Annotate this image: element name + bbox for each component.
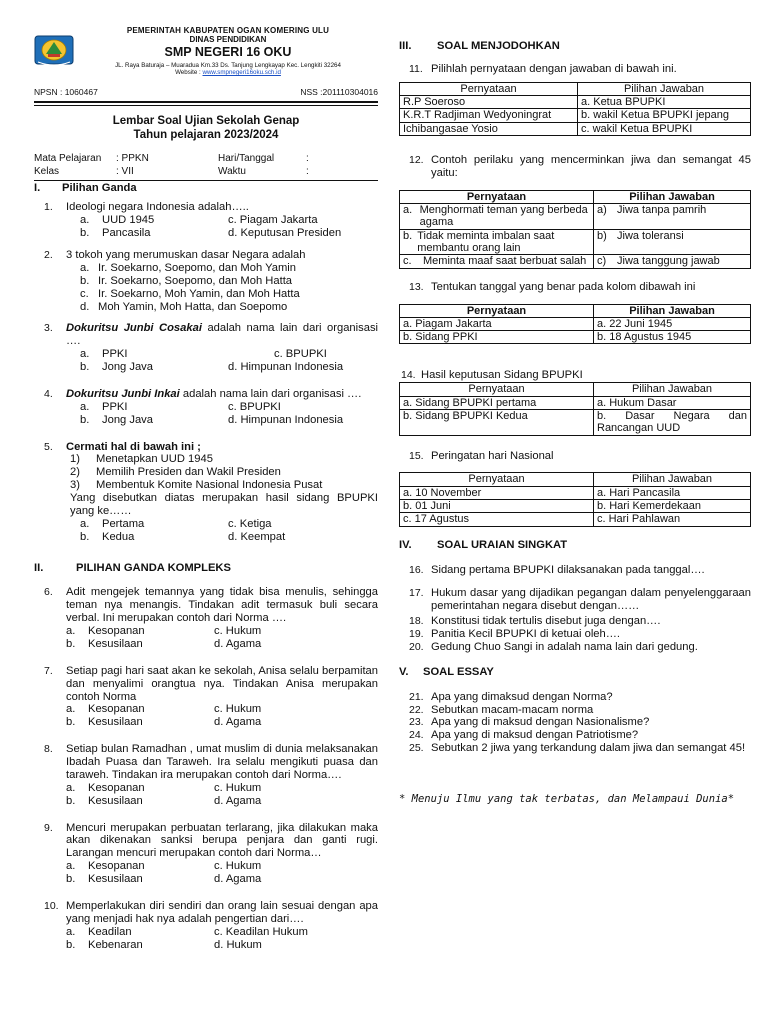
letterhead-text bbox=[82, 26, 374, 76]
option-b[interactable]: b. Kesusilaan bbox=[66, 716, 143, 729]
section-title: Pilihan Ganda bbox=[62, 181, 137, 194]
option-a[interactable]: a. PPKI bbox=[80, 348, 128, 361]
option-a[interactable]: a. Kesopanan bbox=[66, 625, 145, 638]
question-13 bbox=[399, 281, 751, 294]
table-row: b. Sidang BPUPKI Kedua b. Dasar Negara dan Rancangan UUD bbox=[400, 409, 751, 435]
question-18 bbox=[399, 615, 751, 628]
question-number: 13. bbox=[409, 280, 424, 293]
exam-title-line1: Lembar Soal Ujian Sekolah Genap bbox=[112, 114, 300, 127]
option-b[interactable]: b. Pancasila bbox=[80, 227, 151, 240]
question-10 bbox=[34, 900, 378, 952]
question-text: Dokuritsu Junbi Cosakai adalah nama lain dari organisasi …. bbox=[66, 322, 379, 348]
government-name: PEMERINTAH KABUPATEN OGAN KOMERING ULU bbox=[126, 26, 330, 35]
question-6 bbox=[34, 586, 378, 650]
table-row: c. 17 Agustus c. Hari Pahlawan bbox=[400, 513, 751, 526]
section-number: IV. bbox=[399, 538, 412, 551]
table-header: Pernyataan bbox=[400, 473, 594, 486]
section-1-heading bbox=[34, 182, 378, 195]
question-8 bbox=[34, 743, 378, 807]
option-b[interactable]: b. Ir. Soekarno, Soepomo, dan Moh Hatta bbox=[80, 274, 293, 287]
question-text: Apa yang dimaksud dengan Norma? bbox=[431, 690, 613, 703]
question-number: 1. bbox=[44, 201, 53, 214]
question-number: 8. bbox=[44, 743, 53, 756]
school-address: JL. Raya Baturaja – Muaradua Km.33 Ds. Tanjung Lengkayap Kec. Lengkiti 32264 bbox=[115, 61, 341, 69]
section-4-heading bbox=[399, 539, 751, 552]
table-row: b. Tidak meminta imbalan saat membantu orang lain b) Jiwa toleransi bbox=[400, 229, 751, 255]
option-b[interactable]: b. Kedua bbox=[80, 530, 135, 543]
option-a[interactable]: a. Ir. Soekarno, Soepomo, dan Moh Yamin bbox=[80, 261, 296, 274]
option-c[interactable]: c. Hukum bbox=[214, 860, 262, 873]
table-row: R.P Soeroso a. Ketua BPUPKI bbox=[400, 96, 751, 109]
option-d[interactable]: d. Agama bbox=[214, 794, 262, 807]
question-17 bbox=[399, 587, 751, 613]
question-11 bbox=[399, 63, 751, 76]
question-text: Tentukan tanggal yang benar pada kolom dibawah ini bbox=[431, 280, 696, 293]
question-5 bbox=[34, 441, 378, 544]
option-a[interactable]: a. Pertama bbox=[80, 517, 145, 530]
question-number: 19. bbox=[409, 628, 424, 641]
matching-table-13 bbox=[399, 304, 751, 345]
option-a[interactable]: a. Keadilan bbox=[66, 925, 132, 938]
table-header: Pilihan Jawaban bbox=[594, 473, 751, 486]
table-header: Pernyataan bbox=[400, 383, 594, 396]
date-value: : bbox=[306, 152, 309, 164]
school-website-line bbox=[82, 69, 374, 76]
class-value: : VII bbox=[116, 165, 134, 177]
website-label: Website : bbox=[175, 68, 201, 76]
option-b[interactable]: b. Jong Java bbox=[80, 361, 153, 374]
question-24 bbox=[399, 729, 751, 742]
school-name: SMP NEGERI 16 OKU bbox=[164, 45, 292, 60]
right-column bbox=[399, 26, 751, 805]
question-number: 15. bbox=[409, 449, 424, 462]
question-text: Mencuri merupakan perbuatan terlarang, jika dilakukan maka akan dikenakan sanksi berupa penjara dan ganti rugi. Larangan mencuri merupakan contoh dari Norma… bbox=[66, 821, 378, 860]
option-b[interactable]: b. Jong Java bbox=[80, 413, 153, 426]
matching-table-12 bbox=[399, 190, 751, 269]
option-d[interactable]: d. Himpunan Indonesia bbox=[228, 361, 344, 374]
question-text: Apa yang di maksud dengan Patriotisme? bbox=[431, 729, 639, 742]
question-22 bbox=[399, 704, 751, 717]
table-row: a. Piagam Jakarta a. 22 Juni 1945 bbox=[400, 317, 751, 330]
question-7 bbox=[34, 665, 378, 729]
question-3 bbox=[34, 322, 378, 374]
question-text: Apa yang di maksud dengan Nasionalisme? bbox=[431, 716, 650, 729]
table-header: Pernyataan bbox=[400, 304, 594, 317]
question-number: 25. bbox=[409, 742, 424, 755]
table-row: c. Meminta maaf saat berbuat salah c) Jiwa tanggung jawab bbox=[400, 255, 751, 268]
header-divider bbox=[34, 101, 378, 106]
section-5-heading bbox=[399, 666, 751, 679]
section-number: V. bbox=[399, 665, 409, 678]
question-text: Contoh perilaku yang mencerminkan jiwa dan semangat 45 yaitu: bbox=[431, 154, 751, 179]
question-number: 14. bbox=[401, 369, 416, 382]
exam-title bbox=[34, 114, 378, 143]
table-row: Ichibangasae Yosio c. wakil Ketua BPUPKI bbox=[400, 122, 751, 135]
question-text: Sebutkan macam-macam norma bbox=[431, 703, 594, 716]
question-number: 17. bbox=[409, 587, 424, 600]
question-19 bbox=[399, 628, 751, 641]
question-number: 10. bbox=[44, 899, 59, 912]
option-c[interactable]: c. Ketiga bbox=[228, 517, 272, 530]
section-2-heading bbox=[34, 562, 378, 575]
question-text: Hukum dasar yang dijadikan pegangan dalam penyelenggaraan pemerintahan negara disebut dengan…… bbox=[431, 587, 751, 613]
list-item: 1) Menetapkan UUD 1945 bbox=[70, 453, 213, 466]
question-14 bbox=[399, 369, 751, 382]
table-row: a. 10 November a. Hari Pancasila bbox=[400, 486, 751, 499]
question-number: 16. bbox=[409, 563, 424, 576]
question-23 bbox=[399, 716, 751, 729]
option-c[interactable]: c. Piagam Jakarta bbox=[228, 214, 318, 227]
option-b[interactable]: b. Kebenaran bbox=[66, 938, 143, 951]
section-title: SOAL ESSAY bbox=[423, 665, 494, 678]
section-title: PILIHAN GANDA KOMPLEKS bbox=[76, 561, 231, 574]
option-b[interactable]: b. Kesusilaan bbox=[66, 794, 143, 807]
class-label: Kelas bbox=[34, 165, 60, 177]
question-number: 12. bbox=[409, 154, 424, 166]
question-number: 9. bbox=[44, 821, 53, 834]
question-number: 24. bbox=[409, 729, 424, 742]
question-12 bbox=[399, 154, 751, 180]
subject-label: Mata Pelajaran bbox=[34, 152, 102, 164]
school-ids bbox=[34, 88, 378, 98]
website-link[interactable]: www.smpnegeri16oku.sch.id bbox=[202, 68, 281, 76]
question-number: 2. bbox=[44, 249, 53, 262]
option-d[interactable]: d. Keempat bbox=[228, 530, 286, 543]
nss: NSS :201110304016 bbox=[300, 87, 378, 97]
section-title: SOAL MENJODOHKAN bbox=[437, 40, 560, 52]
question-text: Adit mengejek temannya yang tidak bisa menulis, sehingga teman nya menangis. Tindakan adit termasuk buli secara verbal. Ini merupakan contoh dari Norma …. bbox=[66, 586, 378, 625]
option-a[interactable]: a. UUD 1945 bbox=[80, 214, 155, 227]
option-d[interactable]: d. Agama bbox=[214, 873, 262, 886]
question-text: Konstitusi tidak tertulis disebut juga dengan…. bbox=[431, 615, 661, 628]
question-text: Sebutkan 2 jiwa yang terkandung dalam jiwa dan semangat 45! bbox=[431, 742, 746, 755]
option-b[interactable]: b. Kesusilaan bbox=[66, 873, 143, 886]
left-column bbox=[34, 26, 378, 951]
regency-logo bbox=[34, 32, 74, 68]
time-value: : bbox=[306, 165, 309, 177]
table-row: K.R.T Radjiman Wedyoningrat b. wakil Ketua BPUPKI jepang bbox=[400, 109, 751, 122]
option-a[interactable]: a. Kesopanan bbox=[66, 781, 145, 794]
question-9 bbox=[34, 822, 378, 886]
question-number: 3. bbox=[44, 322, 53, 335]
option-b[interactable]: b. Kesusilaan bbox=[66, 637, 143, 650]
option-d[interactable]: d. Himpunan Indonesia bbox=[228, 413, 344, 426]
question-21 bbox=[399, 691, 751, 704]
table-row: a. Sidang BPUPKI pertama a. Hukum Dasar bbox=[400, 396, 751, 409]
option-d[interactable]: d. Hukum bbox=[214, 938, 262, 951]
option-a[interactable]: a. PPKI bbox=[80, 400, 128, 413]
question-text: Pilihlah pernyataan dengan jawaban di bawah ini. bbox=[431, 62, 677, 75]
date-label: Hari/Tanggal bbox=[218, 152, 275, 164]
option-d[interactable]: d. Agama bbox=[214, 716, 262, 729]
question-16 bbox=[399, 564, 751, 577]
exam-title-line2: Tahun pelajaran 2023/2024 bbox=[133, 129, 279, 142]
section-number: II. bbox=[34, 561, 44, 574]
option-d[interactable]: d. Agama bbox=[214, 637, 262, 650]
question-number: 18. bbox=[409, 615, 424, 628]
option-c[interactable]: c. Ir. Soekarno, Moh Yamin, dan Moh Hatta bbox=[80, 287, 300, 300]
question-text: 3 tokoh yang merumuskan dasar Negara adalah bbox=[66, 249, 306, 262]
question-number: 21. bbox=[409, 690, 424, 703]
option-c[interactable]: c. BPUPKI bbox=[274, 348, 327, 361]
question-number: 4. bbox=[44, 387, 53, 400]
question-number: 7. bbox=[44, 664, 53, 677]
exam-meta bbox=[34, 153, 378, 183]
option-c[interactable]: c. BPUPKI bbox=[228, 400, 281, 413]
question-4 bbox=[34, 388, 378, 427]
table-header: Pernyataan bbox=[400, 190, 594, 203]
school-motto: * Menuju Ilmu yang tak terbatas, dan Melampaui Dunia* bbox=[399, 793, 735, 806]
option-c[interactable]: c. Hukum bbox=[214, 625, 262, 638]
table-header: Pilihan Jawaban bbox=[578, 82, 751, 95]
matching-table-11 bbox=[399, 82, 751, 136]
table-header: Pilihan Jawaban bbox=[594, 383, 751, 396]
question-number: 23. bbox=[409, 716, 424, 729]
question-text: Sidang pertama BPUPKI dilaksanakan pada tanggal…. bbox=[431, 563, 705, 576]
question-2 bbox=[34, 249, 378, 313]
question-1 bbox=[34, 201, 378, 240]
question-text: Setiap bulan Ramadhan , umat muslim di dunia melaksanakan Ibadah Puasa dan Taraweh. Ira selalu mengikuti puasa dan taraweh. Tindakan ira merupakan contoh dari Norma…. bbox=[66, 743, 378, 781]
option-c[interactable]: c. Hukum bbox=[214, 703, 262, 716]
option-d[interactable]: d. Moh Yamin, Moh Hatta, dan Soepomo bbox=[80, 300, 288, 313]
question-15 bbox=[399, 450, 751, 463]
question-text: Memperlakukan diri sendiri dan orang lain sesuai dengan apa yang menjadi hak nya adalah pengertian dari…. bbox=[66, 899, 378, 925]
question-text: Peringatan hari Nasional bbox=[431, 449, 554, 462]
matching-table-15 bbox=[399, 472, 751, 526]
option-c[interactable]: c. Keadilan Hukum bbox=[214, 925, 308, 938]
section-3-heading bbox=[399, 40, 751, 53]
option-a[interactable]: a. Kesopanan bbox=[66, 860, 145, 873]
question-text: Hasil keputusan Sidang BPUPKI bbox=[421, 369, 583, 382]
time-label: Waktu bbox=[218, 165, 246, 177]
subject-value: : PPKN bbox=[116, 152, 149, 164]
question-number: 11. bbox=[409, 62, 423, 75]
list-item: 2) Memilih Presiden dan Wakil Presiden bbox=[70, 466, 281, 479]
question-text: Panitia Kecil BPUPKI di ketuai oleh…. bbox=[431, 628, 621, 641]
table-row: a. Menghormati teman yang berbeda agama a) Jiwa tanpa pamrih bbox=[400, 204, 751, 230]
question-number: 5. bbox=[44, 440, 53, 453]
question-text: Dokuritsu Junbi Inkai adalah nama lain dari organisasi …. bbox=[66, 387, 362, 400]
letterhead bbox=[34, 26, 378, 88]
table-header: Pilihan Jawaban bbox=[594, 190, 751, 203]
list-item: 3) Membentuk Komite Nasional Indonesia Pusat bbox=[70, 479, 323, 492]
question-text: Gedung Chuo Sangi in adalah nama lain dari gedung. bbox=[431, 640, 698, 653]
question-25 bbox=[399, 742, 751, 755]
section-number: III. bbox=[399, 40, 412, 52]
matching-table-14 bbox=[399, 382, 751, 435]
option-a[interactable]: a. Kesopanan bbox=[66, 703, 145, 716]
table-header: Pernyataan bbox=[400, 82, 578, 95]
question-20 bbox=[399, 641, 751, 654]
option-d[interactable]: d. Keputusan Presiden bbox=[228, 227, 342, 240]
question-text: Setiap pagi hari saat akan ke sekolah, Anisa selalu berpamitan dan menyalimi orangtua nya. Tindakan Anisa merupakan contoh Norma bbox=[66, 664, 378, 703]
option-c[interactable]: c. Hukum bbox=[214, 781, 262, 794]
npsn: NPSN : 1060467 bbox=[34, 87, 98, 97]
table-row: b. 01 Juni b. Hari Kemerdekaan bbox=[400, 500, 751, 513]
question-number: 22. bbox=[409, 703, 424, 716]
table-row: b. Sidang PPKI b. 18 Agustus 1945 bbox=[400, 331, 751, 344]
section-title: SOAL URAIAN SINGKAT bbox=[437, 538, 568, 551]
department-name: DINAS PENDIDIKAN bbox=[189, 35, 267, 45]
section-number: I. bbox=[34, 181, 41, 194]
table-header: Pilihan Jawaban bbox=[594, 304, 751, 317]
question-text: Ideologi negara Indonesia adalah….. bbox=[66, 201, 249, 214]
question-text: Cermati hal di bawah ini ; bbox=[66, 440, 201, 453]
question-number: 6. bbox=[44, 586, 53, 599]
question-tail: Yang disebutkan diatas merupakan hasil sidang BPUPKI yang ke…… bbox=[70, 492, 378, 517]
question-number: 20. bbox=[409, 640, 424, 653]
